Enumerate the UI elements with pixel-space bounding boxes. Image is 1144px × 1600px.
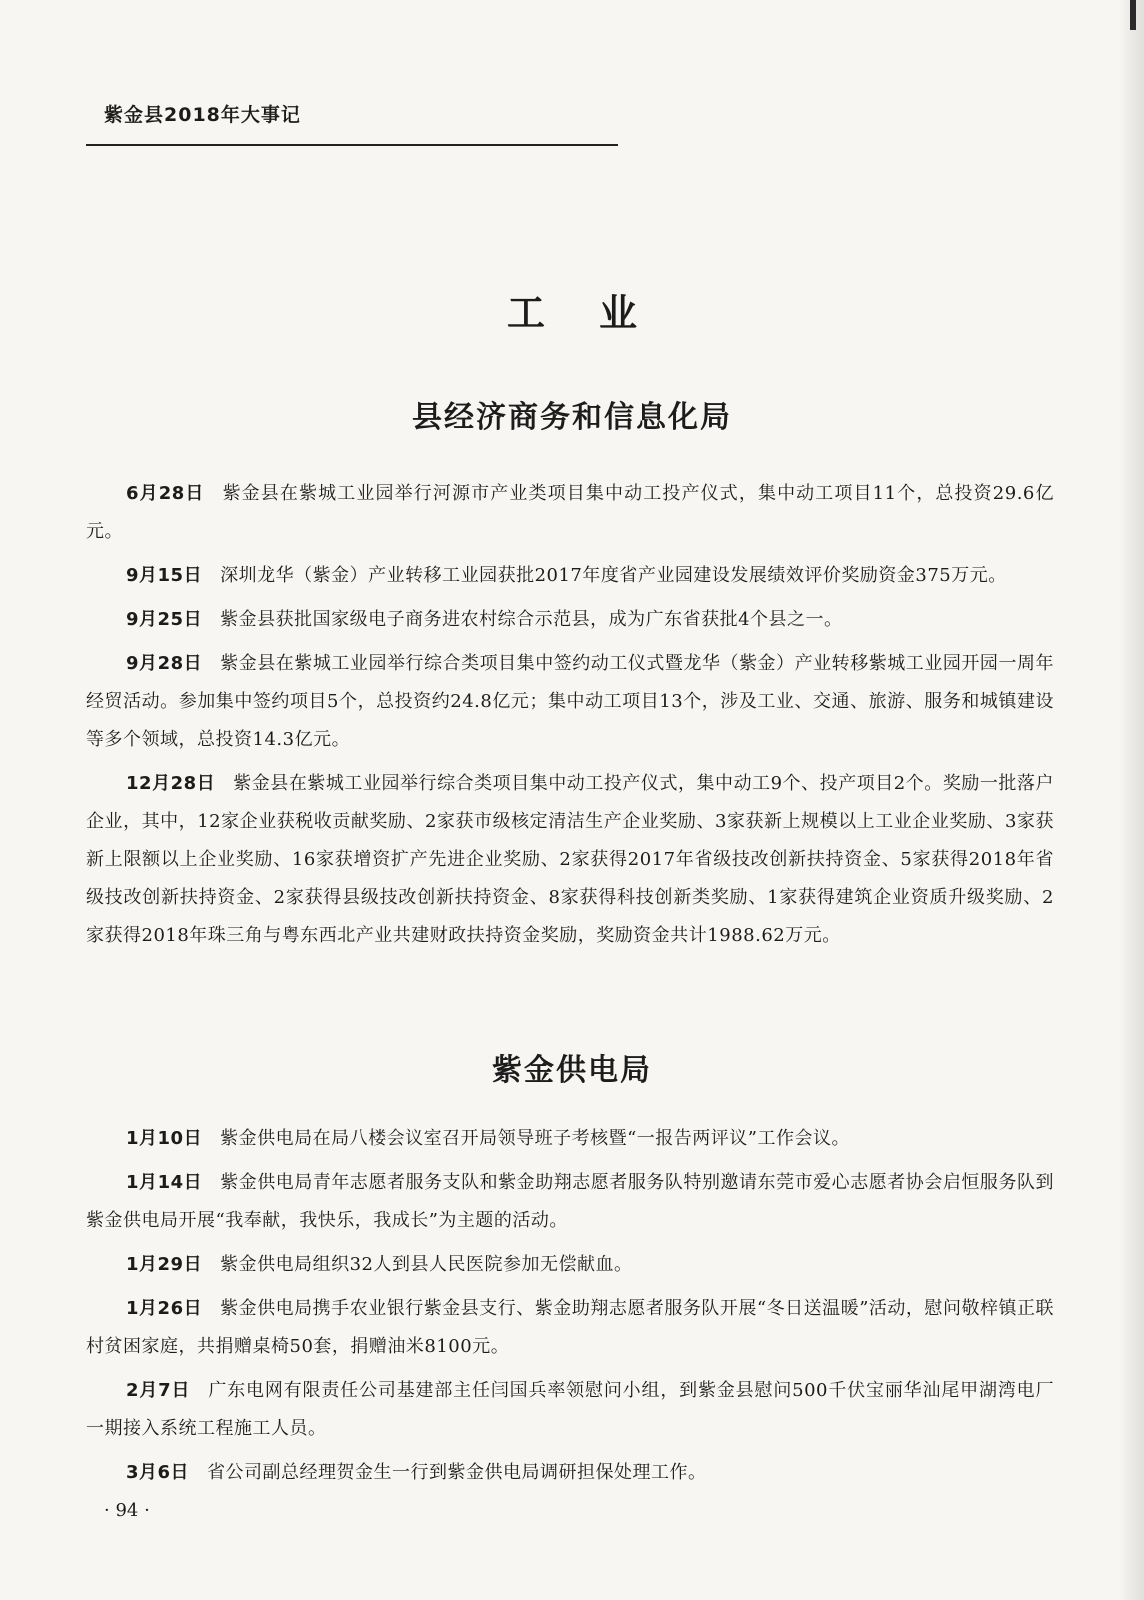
scan-mark [1130, 0, 1136, 30]
entry-text: 紫金县获批国家级电子商务进农村综合示范县，成为广东省获批4个县之一。 [220, 609, 843, 630]
entry [86, 1164, 1054, 1240]
entry-text: 紫金供电局在局八楼会议室召开局领导班子考核暨“一报告两评议”工作会议。 [220, 1128, 850, 1149]
power-bureau-entries [86, 1120, 1054, 1498]
entry-date: 1月29日 [126, 1254, 203, 1275]
page-number: · 94 · [104, 1500, 150, 1521]
economy-bureau-entries [86, 475, 1054, 961]
entry-date: 9月28日 [126, 653, 203, 674]
entry-text: 紫金县在紫城工业园举行综合类项目集中动工投产仪式，集中动工9个、投产项目2个。奖励一批落户企业，其中，12家企业获税收贡献奖励、2家获市级核定清洁生产企业奖励、3家获新上规模以上工业企业奖励、3家获新上限额以上企业奖励、16家获增资扩产先进企业奖励、2家获得2017年省级技改创新扶持资金、5家获得2018年省级技改创新扶持资金、2家获得县级技改创新扶持资金、8家获得科技创新类奖励、1家获得建筑企业资质升级奖励、2家获得2018年珠三角与粤东西北产业共建财政扶持资金奖励，奖励资金共计1988.62万元。 [86, 773, 1054, 946]
entry [86, 475, 1054, 551]
entry [86, 645, 1054, 759]
scan-shadow [1118, 0, 1144, 1600]
entry-date: 12月28日 [126, 773, 216, 794]
running-head: 紫金县2018年大事记 [104, 104, 301, 126]
entry-date: 9月15日 [126, 565, 203, 586]
entry-text: 紫金县在紫城工业园举行河源市产业类项目集中动工投产仪式，集中动工项目11个，总投资29.6亿元。 [86, 483, 1054, 542]
entry [86, 765, 1054, 955]
entry-text: 紫金供电局青年志愿者服务支队和紫金助翔志愿者服务队特别邀请东莞市爱心志愿者协会启恒服务队到紫金供电局开展“我奉献，我快乐，我成长”为主题的活动。 [86, 1172, 1055, 1231]
entry-date: 6月28日 [126, 483, 205, 504]
section-title-economy-bureau: 县经济商务和信息化局 [412, 400, 732, 435]
entry-text: 深圳龙华（紫金）产业转移工业园获批2017年度省产业园建设发展绩效评价奖励资金375万元。 [220, 565, 1007, 586]
entry-text: 省公司副总经理贺金生一行到紫金供电局调研担保处理工作。 [207, 1462, 707, 1483]
entry-date: 3月6日 [126, 1462, 190, 1483]
entry [86, 557, 1054, 595]
entry-text: 紫金供电局组织32人到县人民医院参加无偿献血。 [220, 1254, 633, 1275]
entry-date: 1月26日 [126, 1298, 203, 1319]
entry-date: 1月14日 [126, 1172, 203, 1193]
entry [86, 1120, 1054, 1158]
section-title-power-supply-bureau: 紫金供电局 [492, 1053, 652, 1088]
header-rule [86, 144, 618, 146]
entry-date: 1月10日 [126, 1128, 203, 1149]
entry-date: 2月7日 [126, 1380, 191, 1401]
entry [86, 601, 1054, 639]
entry-text: 紫金县在紫城工业园举行综合类项目集中签约动工仪式暨龙华（紫金）产业转移紫城工业园开园一周年经贸活动。参加集中签约项目5个，总投资约24.8亿元；集中动工项目13个，涉及工业、交通、旅游、服务和城镇建设等多个领域，总投资14.3亿元。 [86, 653, 1055, 750]
entry [86, 1246, 1054, 1284]
entry-text: 广东电网有限责任公司基建部主任闫国兵率领慰问小组，到紫金县慰问500千伏宝丽华汕尾甲湖湾电厂一期接入系统工程施工人员。 [86, 1380, 1054, 1439]
entry [86, 1372, 1054, 1448]
entry [86, 1290, 1054, 1366]
entry [86, 1454, 1054, 1492]
entry-text: 紫金供电局携手农业银行紫金县支行、紫金助翔志愿者服务队开展“冬日送温暖”活动，慰问敬梓镇正联村贫困家庭，共捐赠桌椅50套，捐赠油米8100元。 [86, 1298, 1054, 1357]
chapter-title: 工业 [506, 291, 691, 335]
entry-date: 9月25日 [126, 609, 203, 630]
